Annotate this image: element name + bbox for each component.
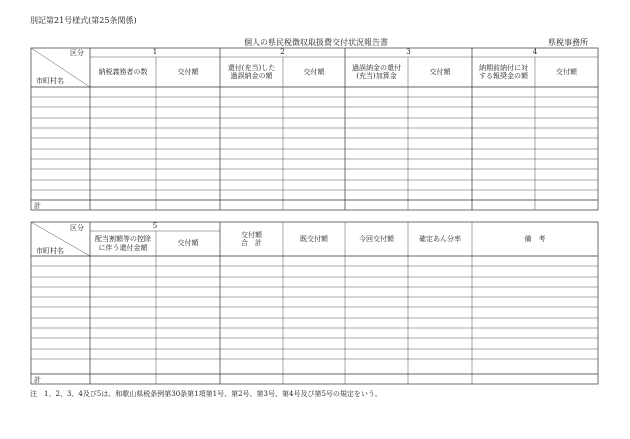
office-label: 県税事務所 <box>548 38 588 47</box>
document-title: 個人の県民税徴収取扱費交付状況報告書 <box>244 38 388 47</box>
table1-col-grant-4: 交付額 <box>556 67 577 76</box>
table2-col-grant-total: 交付額 合 計 <box>241 230 262 247</box>
table2-col-already-granted: 既交付額 <box>300 234 328 243</box>
table1-corner-top: 区分 <box>70 49 84 57</box>
table2-col-current-grant: 今回交付額 <box>359 234 394 243</box>
table1-col-grant-3: 交付額 <box>429 67 451 76</box>
table2-corner-bottom: 市町村名 <box>36 247 64 255</box>
form-label: 別記第21号様式(第25条関係) <box>30 16 137 25</box>
table1-corner-bottom: 市町村名 <box>36 77 64 85</box>
table1-group-3: 3 <box>406 48 411 57</box>
table1-col-grant-2: 交付額 <box>303 67 325 76</box>
table2-corner-top: 区分 <box>70 224 84 232</box>
table1-col-taxpayers: 納税義務者の数 <box>98 67 148 76</box>
table1-group-4: 4 <box>532 48 538 57</box>
table1-col-early-payment-reward: 納期前納付に対 する報奨金の額 <box>479 63 528 80</box>
table1-total-label: 計 <box>34 202 41 210</box>
table2-col-remarks: 備 考 <box>524 234 546 243</box>
table1-group-1: 1 <box>152 48 158 57</box>
footnote: 注 1、2、3、4及び5は、和歌山県税条例第30条第1項第1号、第2号、第3号、第4号及び第5号の規定をいう。 <box>30 390 382 398</box>
table2-group-5: 5 <box>152 222 158 231</box>
table2-col-grant-5: 交付額 <box>177 239 199 248</box>
table1-group-2: 2 <box>280 48 285 57</box>
table2-col-fixed-ratio: 確定あん分率 <box>419 234 461 243</box>
table2-total-label: 計 <box>34 376 41 384</box>
table2-col-dividend-refund: 配当割額等の控除 に伴う還付金額 <box>95 235 151 252</box>
table1-col-grant-1: 交付額 <box>177 67 199 76</box>
table1-col-refund-overpaid: 還付(充当)した 過誤納金の額 <box>227 63 276 80</box>
table1-col-refund-interest: 過誤納金の還付 (充当)加算金 <box>352 63 401 80</box>
